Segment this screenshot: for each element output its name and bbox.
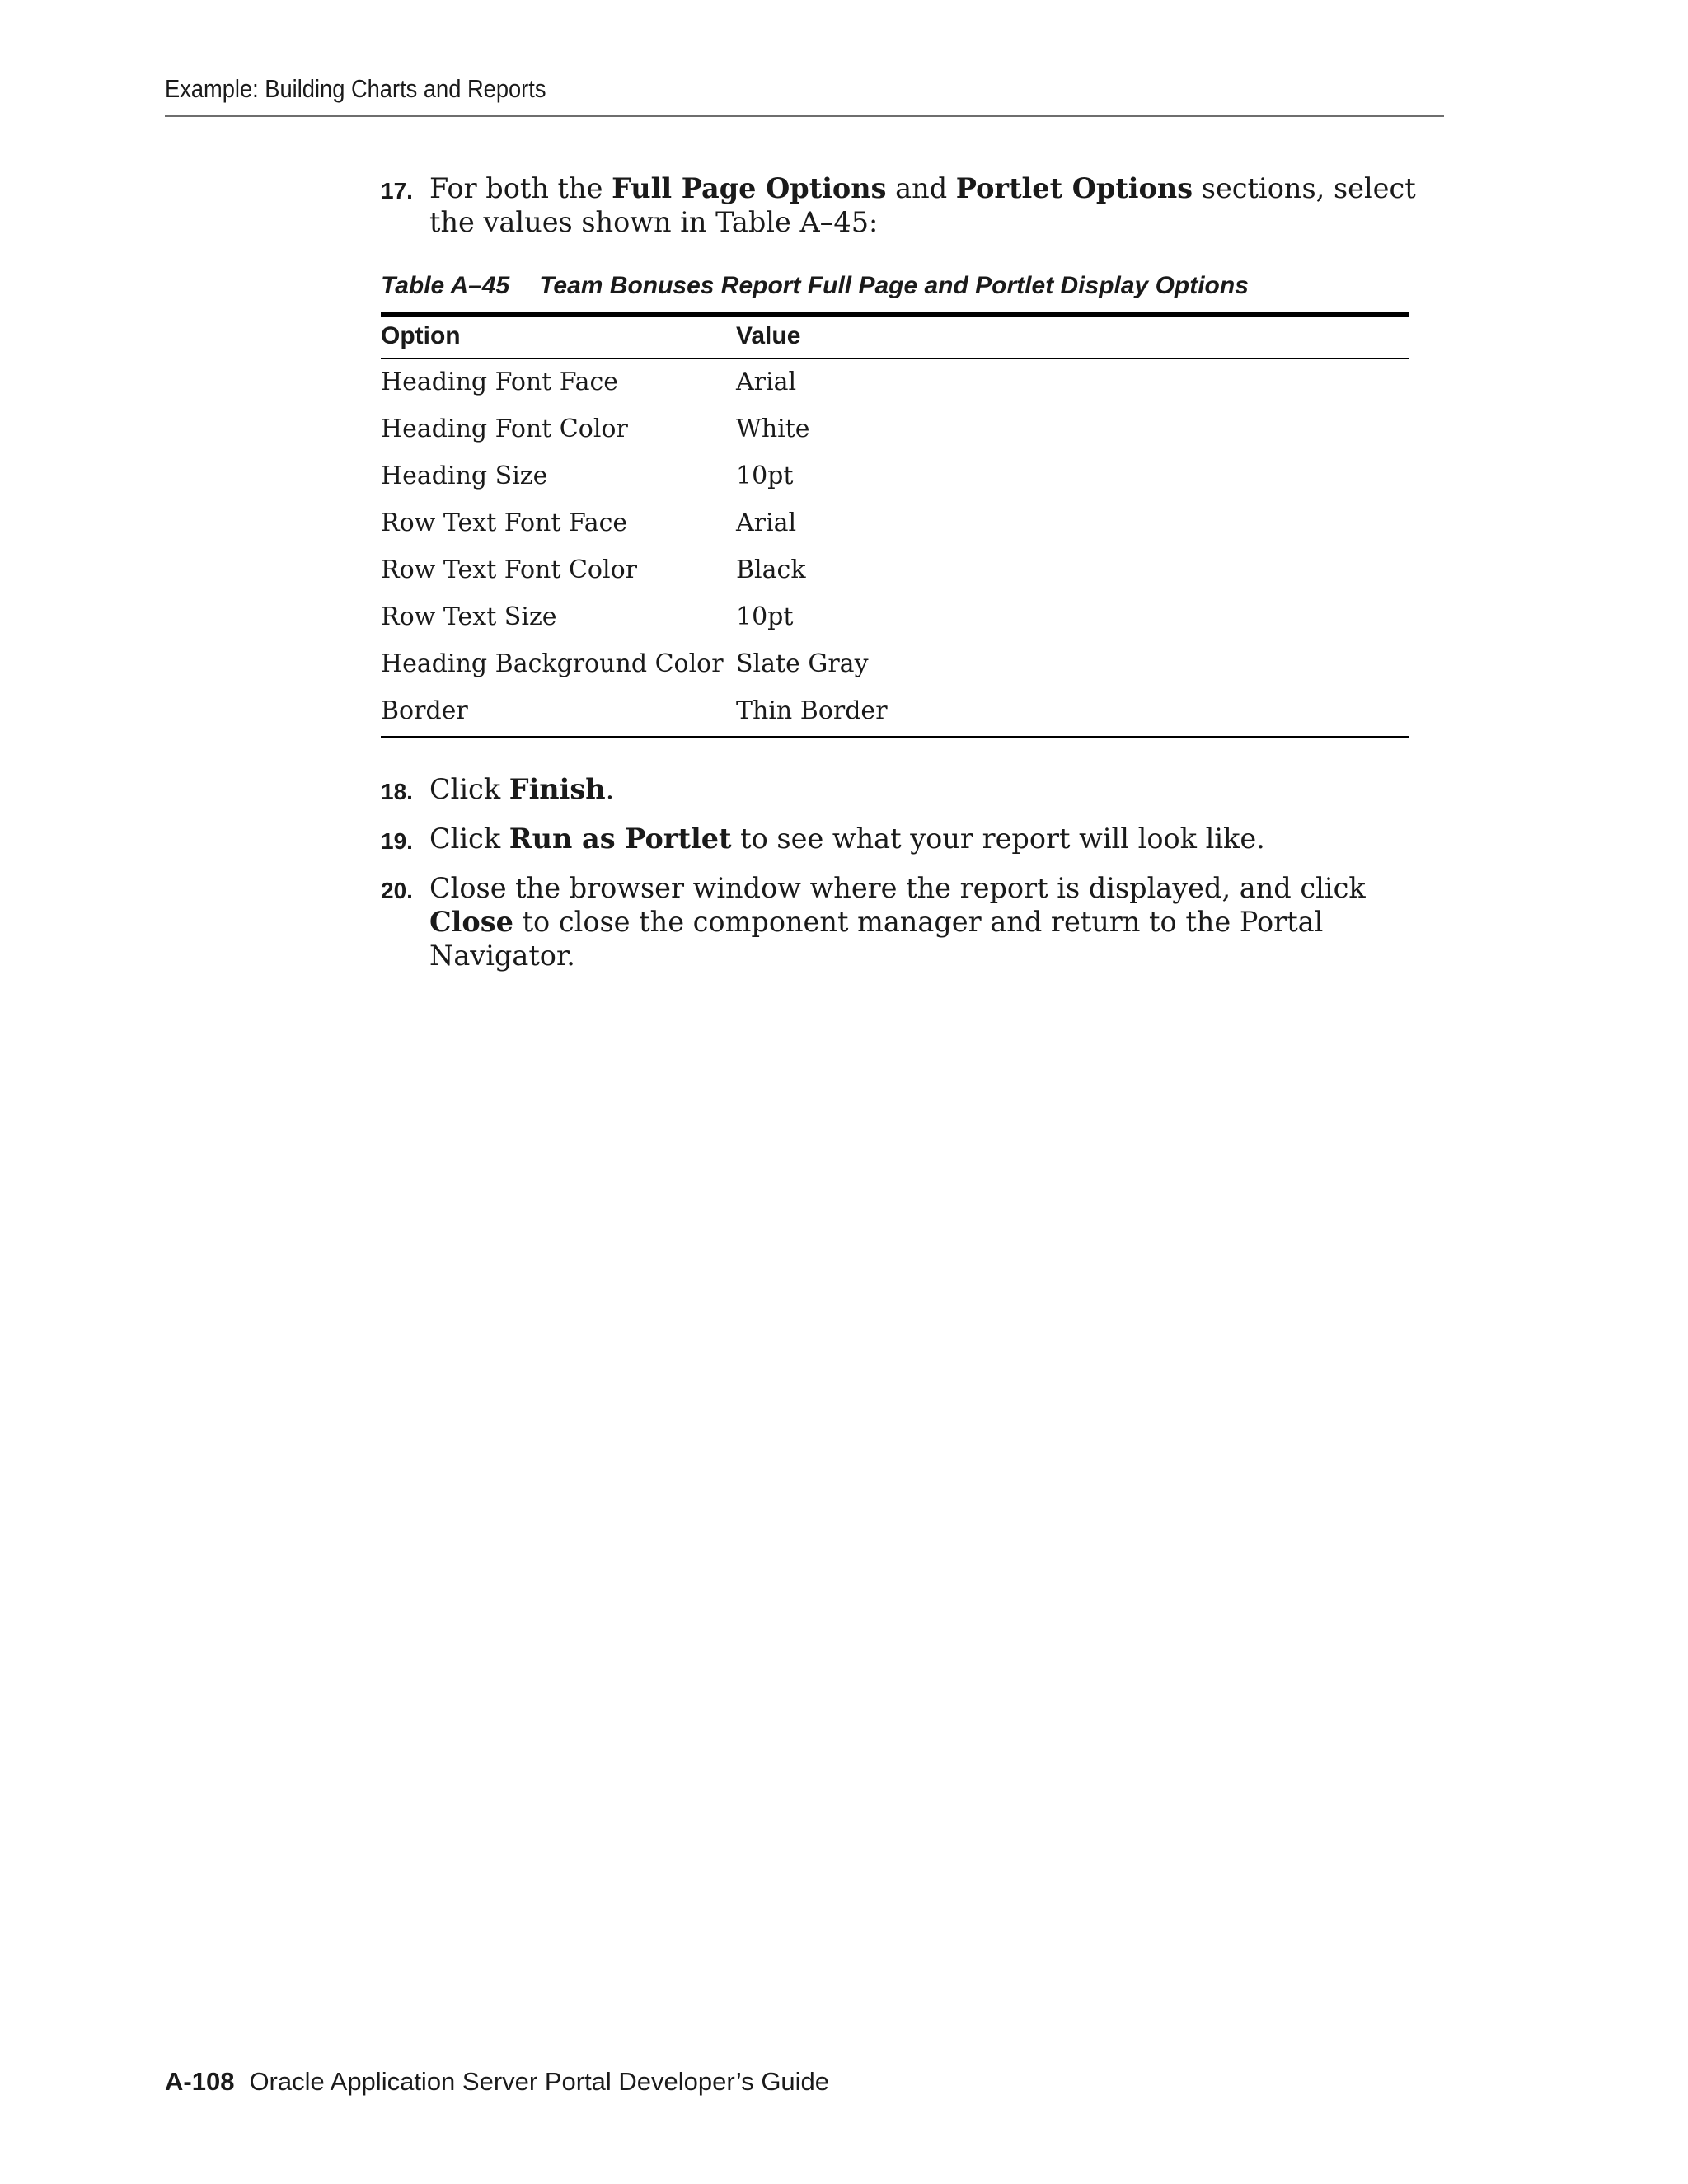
page-footer (165, 2067, 829, 2097)
table-row (381, 688, 1409, 735)
value-cell: Arial (736, 509, 797, 537)
table-row (381, 547, 1409, 594)
table-row (381, 359, 1409, 406)
step-number: 20. (381, 878, 413, 903)
emphasis: Close (429, 906, 513, 938)
option-cell: Border (381, 696, 468, 725)
option-cell: Heading Font Face (381, 368, 619, 396)
option-cell: Row Text Font Color (381, 555, 637, 584)
step-19 (381, 822, 1428, 863)
running-header: Example: Building Charts and Reports (165, 74, 546, 103)
step-text: Click Run as Portlet to see what your report will look like. (429, 823, 1265, 855)
page-number: A-108 (165, 2067, 235, 2096)
column-header-option: Option (381, 322, 461, 349)
value-cell: 10pt (736, 462, 794, 490)
emphasis: Finish (509, 773, 606, 805)
option-cell: Heading Font Color (381, 415, 628, 443)
step-18 (381, 772, 1428, 813)
emphasis: Full Page Options (612, 172, 887, 204)
value-cell: Slate Gray (736, 649, 869, 678)
table-bottom-rule (381, 736, 1409, 738)
value-cell: Arial (736, 368, 797, 396)
step-20 (381, 871, 1428, 972)
table-row (381, 500, 1409, 547)
table-top-rule (381, 312, 1409, 317)
emphasis: Portlet Options (955, 172, 1193, 204)
step-number: 17. (381, 178, 413, 204)
value-cell: 10pt (736, 602, 794, 631)
step-17 (381, 171, 1428, 246)
table-row (381, 641, 1409, 688)
header-rule (165, 115, 1444, 117)
step-number: 18. (381, 779, 413, 804)
option-cell: Heading Background Color (381, 649, 724, 678)
table-caption (381, 272, 1249, 300)
option-cell: Heading Size (381, 462, 548, 490)
step-text: Click Finish. (429, 773, 615, 805)
step-text: Close the browser window where the report is displayed, and click Close to close the component manager and return to the Portal Navigator. (429, 872, 1366, 972)
option-cell: Row Text Size (381, 602, 557, 631)
value-cell: White (736, 415, 810, 443)
table-label: Table A–45 (381, 272, 510, 299)
book-title: Oracle Application Server Portal Developer’s Guide (249, 2067, 830, 2096)
value-cell: Thin Border (736, 696, 888, 725)
step-number: 19. (381, 828, 413, 854)
column-header-value: Value (736, 322, 801, 349)
option-cell: Row Text Font Face (381, 509, 628, 537)
value-cell: Black (736, 555, 806, 584)
table-row (381, 406, 1409, 453)
table-title: Team Bonuses Report Full Page and Portlet Display Options (539, 272, 1249, 299)
step-text: For both the Full Page Options and Portlet Options sections, select the values shown in Table A–45: (429, 172, 1416, 238)
emphasis: Run as Portlet (509, 823, 732, 855)
table-row (381, 594, 1409, 641)
table-row (381, 453, 1409, 500)
